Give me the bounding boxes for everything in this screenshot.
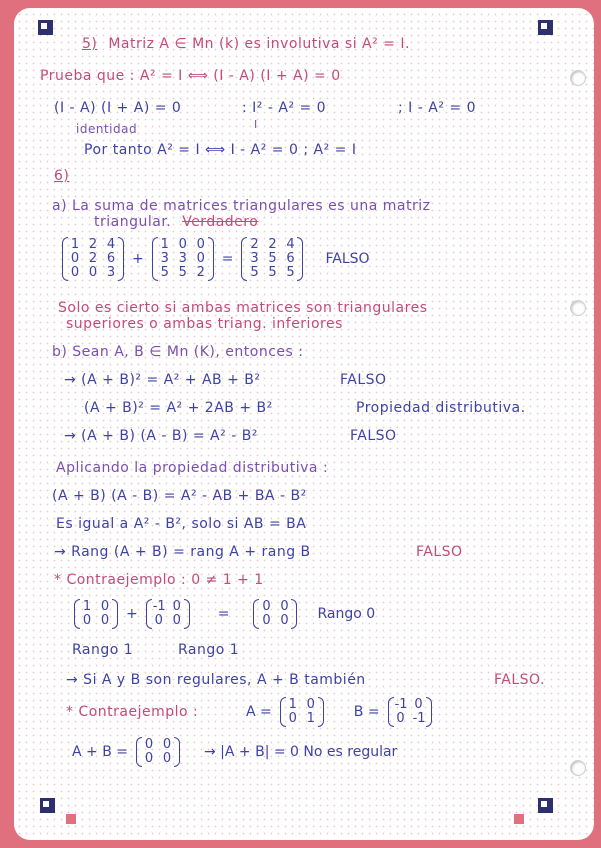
matrix-cell: 0: [100, 613, 110, 628]
matrix-cell: 6: [106, 251, 116, 266]
matrix-cell: 5: [160, 265, 169, 280]
matrix-cell: 0: [288, 711, 297, 726]
claim-3: → Rang (A + B) = rang A + rang B: [54, 544, 311, 560]
counter-matrix-sum: [253, 600, 297, 628]
counter-equals: =: [217, 606, 230, 622]
matrix-cell: 1: [70, 237, 80, 252]
false-label: FALSO: [325, 251, 370, 267]
exercise-6-number: 6): [54, 168, 70, 184]
matrix-cell: 5: [250, 265, 259, 280]
proof-step-2: : I² - A² = 0: [242, 100, 327, 116]
equals-sign: =: [221, 251, 234, 267]
matrix-cell: 0: [162, 737, 172, 752]
sum-result-row: [72, 738, 397, 766]
matrix-b-label: B =: [353, 704, 380, 720]
binder-hole-middle: [570, 300, 586, 316]
matrix-cell: 0: [178, 237, 187, 252]
corner-mark-top-right: [538, 20, 553, 35]
matrix-cell: 0: [88, 265, 98, 280]
matrix-cell: 0: [280, 599, 289, 614]
counterexample-1-heading: * Contraejemplo : 0 ≠ 1 + 1: [54, 572, 264, 588]
matrix-cell: 3: [106, 265, 116, 280]
claim-4: → Si A y B son regulares, A + B también: [66, 672, 366, 688]
matrix-cell: 5: [178, 265, 187, 280]
counterexample-2-matrices: [246, 698, 432, 726]
part-a-statement-cont: [94, 214, 258, 230]
pink-mark-bottom-left: [66, 814, 76, 824]
distributive-expansion: (A + B) (A - B) = A² - AB + BA - B²: [52, 488, 307, 504]
matrix-cell: -1: [152, 599, 166, 614]
struck-answer: Verdadero: [182, 214, 259, 230]
exercise-5-title: [82, 36, 410, 52]
determinant-note: → |A + B| = 0 No es regular: [204, 744, 398, 760]
matrix-cell: 6: [286, 251, 295, 266]
part-a-statement: a) La suma de matrices triangulares es una matriz: [52, 198, 431, 214]
matrix-cell: 1: [288, 697, 297, 712]
claim-4-verdict: FALSO.: [494, 672, 545, 688]
claim-3-verdict: FALSO: [416, 544, 463, 560]
matrix-cell: 0: [70, 265, 80, 280]
matrix-cell: 3: [250, 251, 259, 266]
counter-matrix-1: [74, 600, 118, 628]
matrix-cell: 4: [106, 237, 116, 252]
claim-1-correct: (A + B)² = A² + 2AB + B²: [84, 400, 273, 416]
claim-1: → (A + B)² = A² + AB + B²: [64, 372, 261, 388]
plus-sign: +: [132, 251, 144, 267]
matrix-cell: 4: [286, 237, 295, 252]
matrix-cell: 2: [196, 265, 205, 280]
matrix-result: [241, 238, 303, 280]
sum-label: A + B =: [72, 744, 128, 760]
binder-hole-bottom: [570, 760, 586, 776]
corner-mark-bottom-left: [40, 798, 55, 813]
matrix-cell: 0: [414, 697, 423, 712]
corner-mark-bottom-right: [538, 798, 553, 813]
matrix-cell: 0: [196, 237, 205, 252]
equality-condition: Es igual a A² - B², solo si AB = BA: [56, 516, 307, 532]
matrix-cell: 1: [82, 599, 92, 614]
matrix-cell: 0: [280, 613, 289, 628]
matrix-cell: 0: [172, 599, 181, 614]
distributive-heading: Aplicando la propiedad distributiva :: [56, 460, 329, 476]
matrix-1: [62, 238, 124, 280]
matrix-cell: 2: [88, 251, 98, 266]
matrix-sum-example: [62, 238, 370, 280]
matrix-cell: 0: [82, 613, 92, 628]
binder-hole-top: [570, 70, 586, 86]
matrix-cell: 0: [100, 599, 110, 614]
matrix-cell: 0: [154, 613, 163, 628]
counterexample-1-matrices: [74, 600, 375, 628]
exercise-number: 5): [82, 36, 98, 52]
matrix-cell: 5: [268, 265, 277, 280]
matrix-cell: -1: [394, 697, 408, 712]
matrix-cell: 0: [144, 737, 154, 752]
matrix-cell: 0: [396, 711, 405, 726]
proof-step-3: ; I - A² = 0: [398, 100, 476, 116]
identity-note: identidad: [76, 122, 138, 136]
part-b-statement: b) Sean A, B ∈ Mn (K), entonces :: [52, 344, 304, 360]
note-line-2: superiores o ambas triang. inferiores: [66, 316, 343, 332]
prove-statement: Prueba que : A² = I ⟺ (I - A) (I + A) = 0: [40, 68, 341, 84]
matrix-cell: 0: [172, 613, 181, 628]
counter-plus: +: [126, 606, 138, 622]
matrix-cell: 1: [160, 237, 169, 252]
exercise-statement: Matriz A ∈ Mn (k) es involutiva si A² = I.: [108, 36, 410, 52]
claim-1-verdict: FALSO: [340, 372, 387, 388]
claim-1-reason: Propiedad distributiva.: [356, 400, 526, 416]
rank-one-label-2: Rango 1: [178, 642, 240, 658]
claim-2: → (A + B) (A - B) = A² - B²: [64, 428, 258, 444]
proof-step-1: (I - A) (I + A) = 0: [54, 100, 182, 116]
matrix-cell: 5: [286, 265, 295, 280]
matrix-cell: -1: [412, 711, 426, 726]
matrix-cell: 0: [262, 599, 271, 614]
matrix-cell: 2: [88, 237, 98, 252]
note-line-1: Solo es cierto si ambas matrices son triangulares: [58, 300, 428, 316]
rank-zero-label: Rango 0: [317, 606, 376, 622]
part-a-word: triangular.: [94, 214, 172, 230]
matrix-cell: 0: [70, 251, 80, 266]
counter-matrix-2: [146, 600, 190, 628]
matrix-2: [152, 238, 214, 280]
rank-one-label-1: Rango 1: [72, 642, 134, 658]
matrix-cell: 0: [306, 697, 315, 712]
matrix-cell: 2: [250, 237, 259, 252]
matrix-a-plus-b: [136, 738, 180, 766]
matrix-cell: 0: [144, 751, 154, 766]
counterexample-2-heading: * Contraejemplo :: [66, 704, 199, 720]
matrix-cell: 5: [268, 251, 277, 266]
matrix-cell: 0: [262, 613, 271, 628]
matrix-cell: 2: [268, 237, 277, 252]
matrix-a-label: A =: [246, 704, 272, 720]
claim-2-verdict: FALSO: [350, 428, 397, 444]
matrix-cell: 0: [196, 251, 205, 266]
matrix-cell: 1: [306, 711, 315, 726]
notebook-page: [14, 8, 594, 840]
identity-note-symbol: I: [254, 118, 258, 131]
matrix-cell: 3: [178, 251, 187, 266]
matrix-a: [280, 698, 324, 726]
matrix-cell: 0: [162, 751, 172, 766]
matrix-b: [388, 698, 432, 726]
matrix-cell: 3: [160, 251, 169, 266]
conclusion-line: Por tanto A² = I ⟺ I - A² = 0 ; A² = I: [84, 142, 357, 158]
corner-mark-top-left: [38, 20, 53, 35]
pink-mark-bottom-right: [514, 814, 524, 824]
